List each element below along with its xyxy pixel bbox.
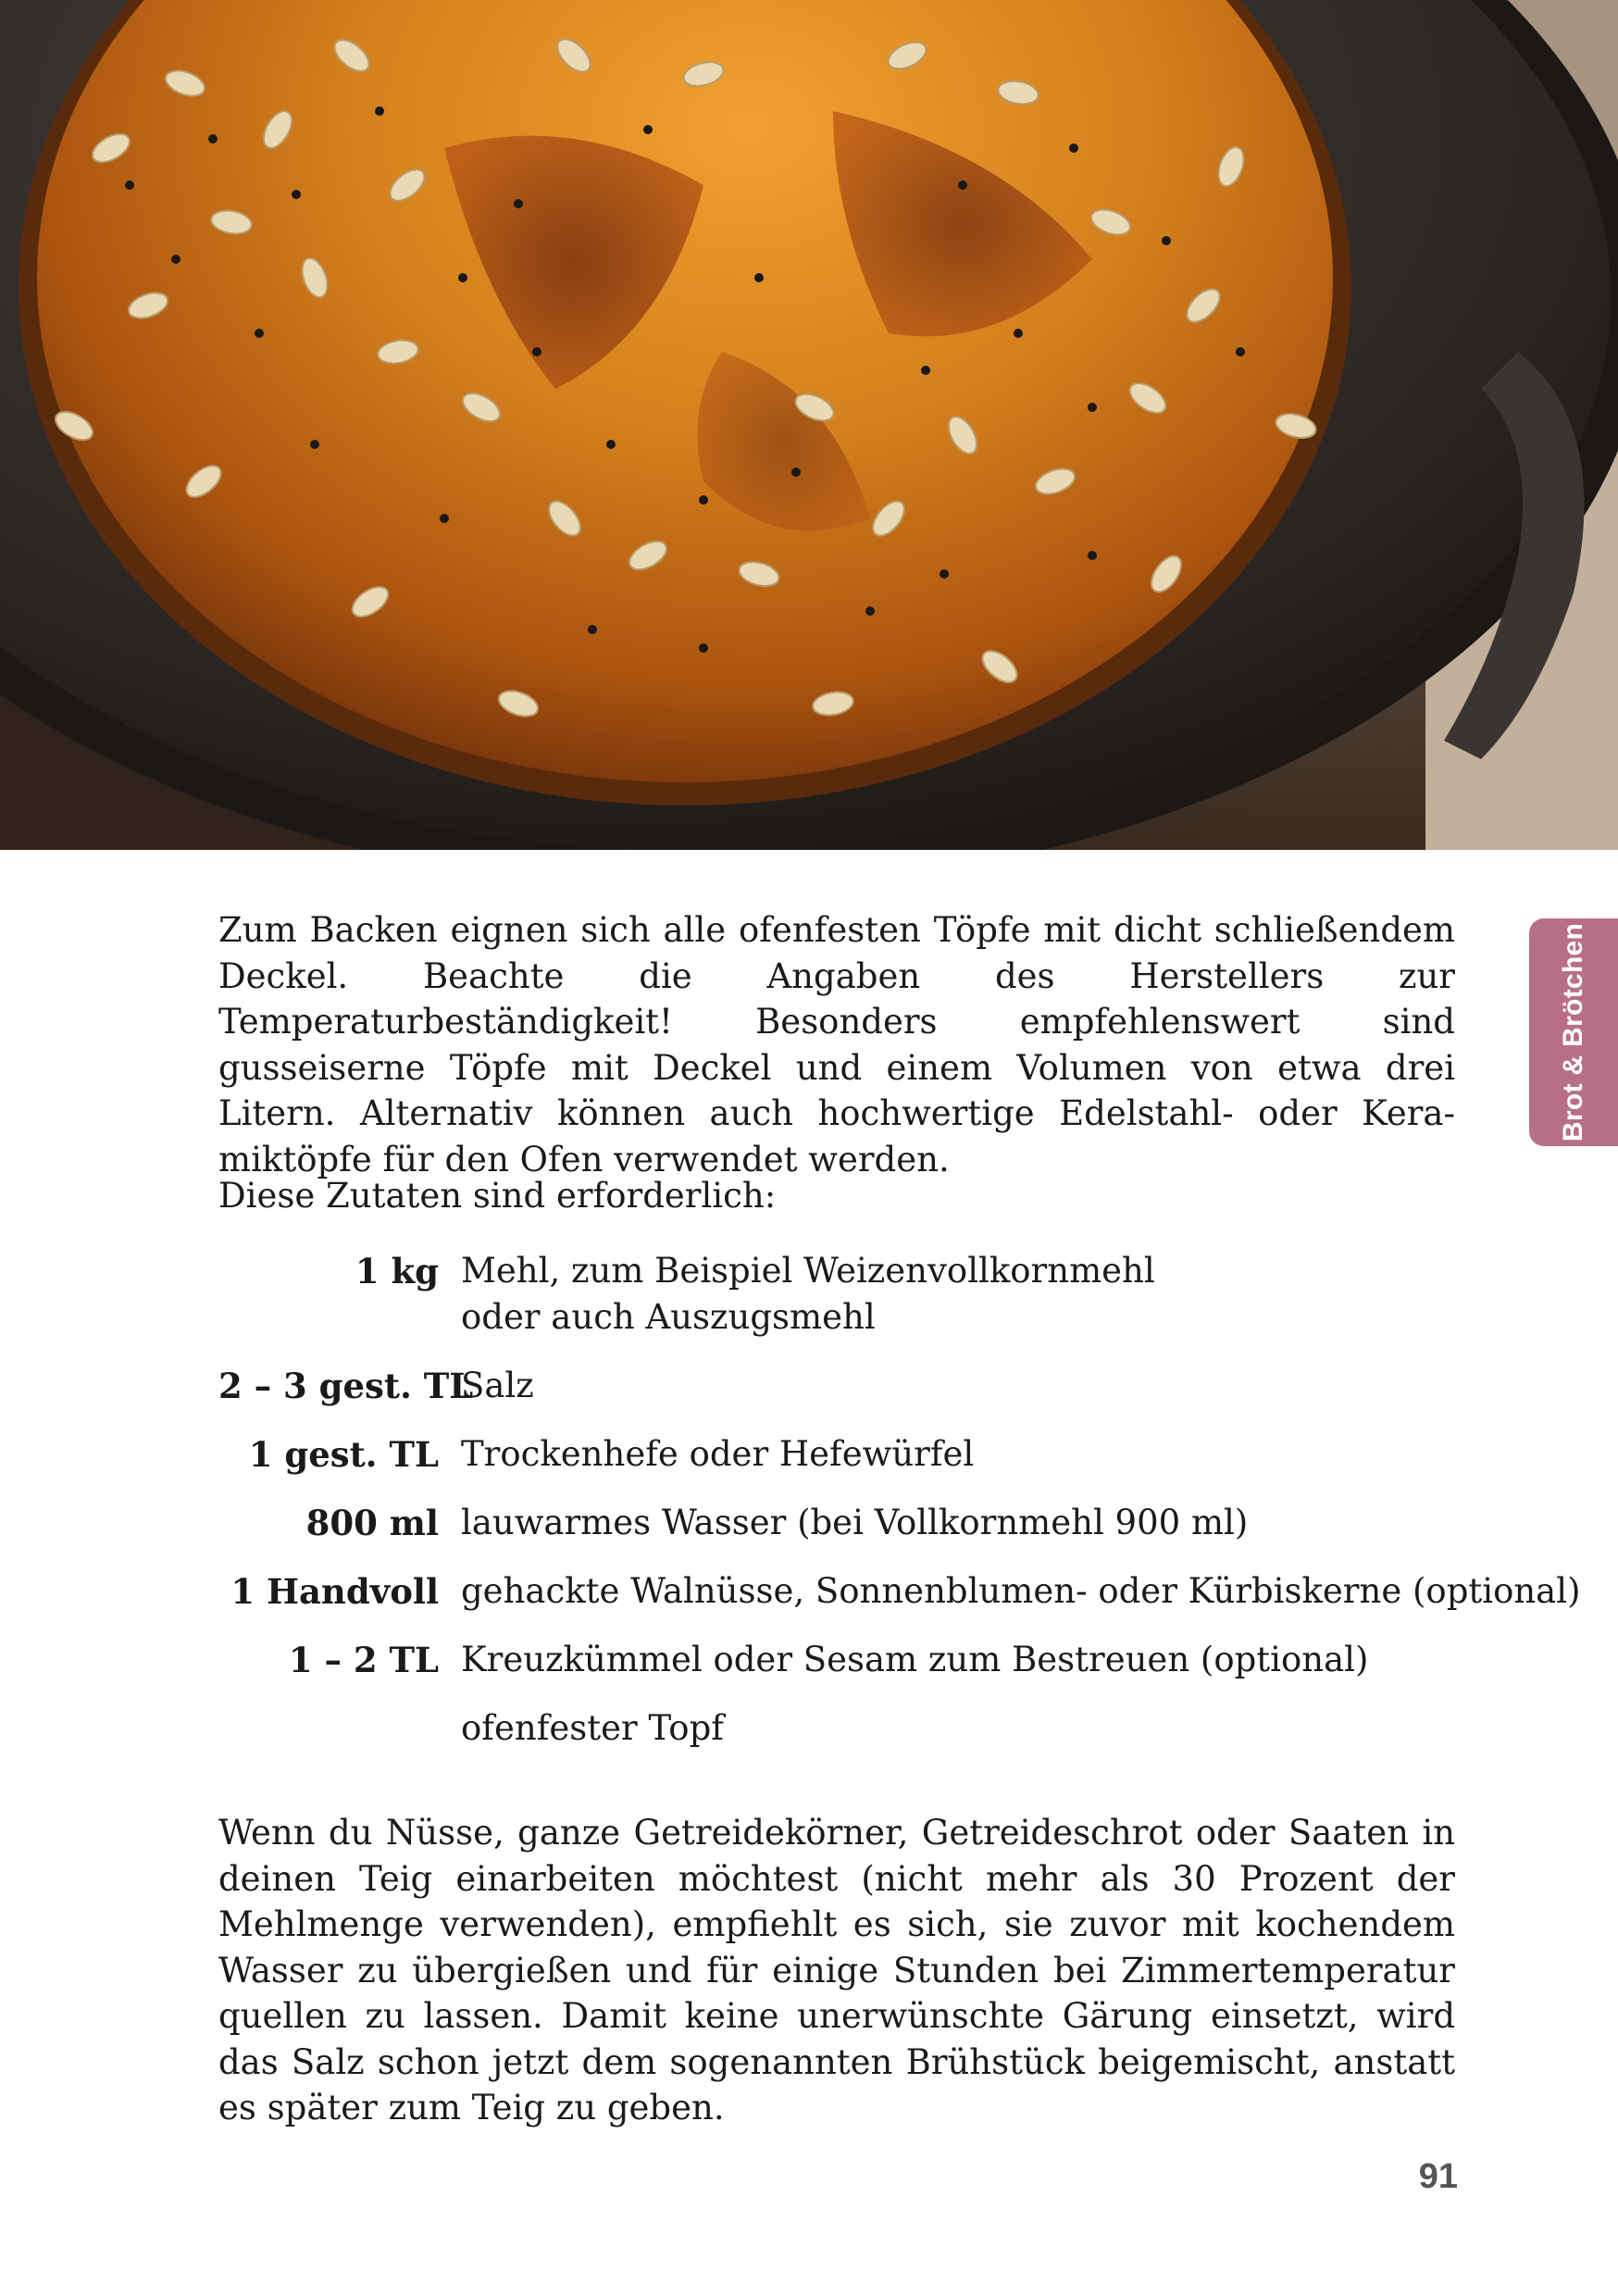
ingredient-quantity: 800 ml <box>305 1503 439 1543</box>
ingredient-name-line: lauwarmes Wasser (bei Vollkornmehl 900 ml) <box>461 1503 1249 1542</box>
chapter-tab-label: Brot & Brötchen <box>1558 922 1588 1142</box>
ingredient-quantity: 1 – 2 TL <box>288 1640 439 1680</box>
ingredient-name-line: gehackte Walnüsse, Sonnenblumen- oder Kürbiskerne (optional) <box>461 1571 1581 1611</box>
chapter-tab <box>1529 918 1618 1146</box>
ingredient-name-line: oder auch Auszugsmehl <box>461 1297 876 1337</box>
ingredient-quantity: 1 kg <box>355 1251 439 1292</box>
ingredient-name <box>461 1500 1477 1546</box>
ingredient-row <box>218 1705 1477 1752</box>
ingredient-name-line: Salz <box>461 1366 534 1405</box>
ingredient-row <box>218 1363 1477 1409</box>
ingredients-intro: Diese Zutaten sind erforderlich: <box>218 1176 777 1216</box>
ingredient-row <box>218 1500 1477 1546</box>
ingredient-name-line: Trockenhefe oder Hefewürfel <box>461 1434 975 1474</box>
bread-photo <box>0 0 1618 850</box>
page-number: 91 <box>1418 2157 1458 2196</box>
ingredient-row <box>218 1637 1477 1683</box>
ingredient-name <box>461 1705 1477 1752</box>
ingredient-quantity: 1 gest. TL <box>248 1434 439 1475</box>
intro-paragraph: Zum Backen eignen sich alle ofenfesten Töpfe mit dicht schließendem Deckel. Beachte die Angaben des Herstellers zur Temperaturbeständigkeit! Besonders empfehlenswert sind gusseiserne Töpfe mit Deckel und einem Volumen von etwa drei Litern. Alternativ können auch hochwertige Edelstahl- oder Keramiktöpfe für den Ofen verwendet werden. <box>218 910 1455 1179</box>
ingredient-quantity: 1 Handvoll <box>230 1571 439 1612</box>
ingredient-name-line: ofenfester Topf <box>461 1708 724 1748</box>
ingredient-name <box>461 1637 1477 1683</box>
ingredient-quantity: 2 – 3 gest. TL <box>218 1366 474 1406</box>
ingredient-name <box>461 1431 1477 1478</box>
ingredient-name <box>461 1568 1581 1615</box>
ingredients-list <box>218 1248 1581 1774</box>
ingredient-name-line: Mehl, zum Beispiel Weizenvollkornmehl <box>461 1251 1155 1291</box>
ingredient-name <box>461 1363 1477 1409</box>
ingredient-name-line: Kreuzkümmel oder Sesam zum Bestreuen (optional) <box>461 1640 1369 1679</box>
ingredient-name <box>461 1248 1477 1341</box>
outro-paragraph: Wenn du Nüsse, ganze Getreidekörner, Getreideschrot oder Saaten in deinen Teig einarbeiten möchtest (nicht mehr als 30 Prozent der Mehlmenge verwenden), empfiehlt es sich, sie zuvor mit kochendem Wasser zu übergießen und für einige Stunden bei Zimmertemperatur quellen zu lassen. Damit keine unerwünschte Gärung einsetzt, wird das Salz schon jetzt dem sogenannten Brühstück beigemischt, anstatt es später zum Teig zu geben. <box>218 1813 1455 2128</box>
ingredient-row <box>218 1248 1477 1341</box>
ingredient-row <box>218 1568 1581 1615</box>
bread-photo-illustration <box>0 0 1618 850</box>
ingredient-row <box>218 1431 1477 1478</box>
